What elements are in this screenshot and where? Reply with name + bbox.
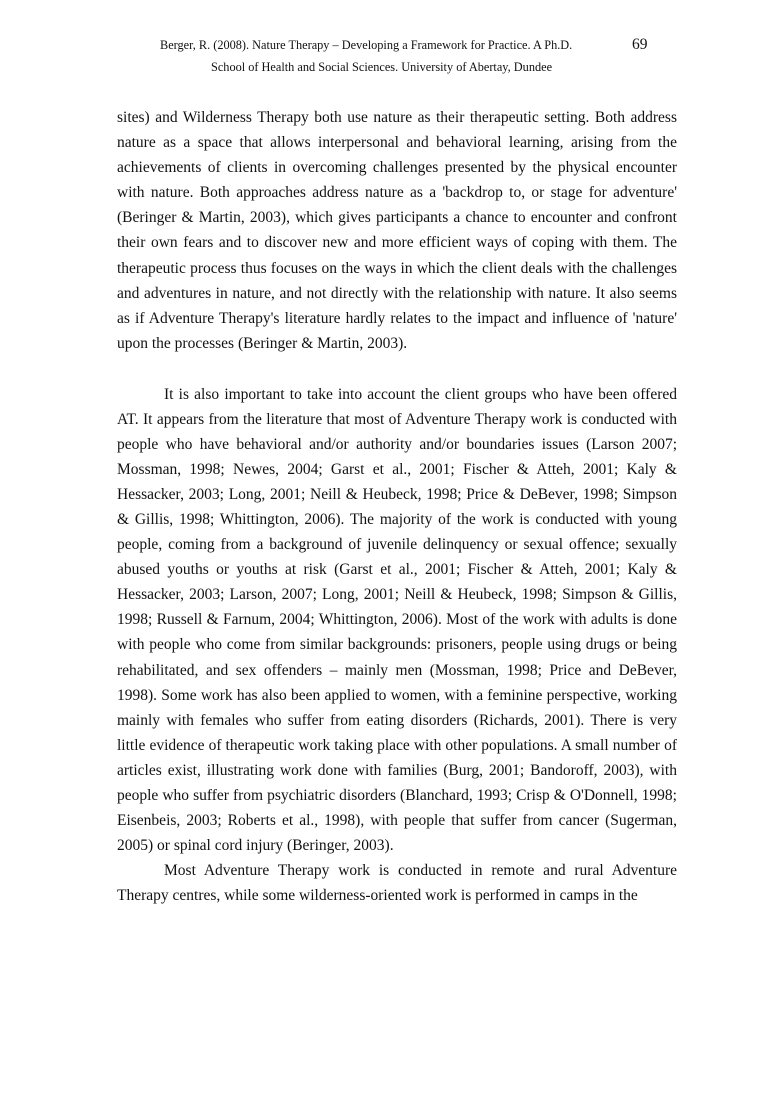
paragraph-settings: Most Adventure Therapy work is conducted in remote and rural Adventure Therapy centres, while some wilderness-oriented work is performed in camps in the bbox=[117, 862, 677, 905]
header-citation-line: Berger, R. (2008). Nature Therapy – Developing a Framework for Practice. A Ph.D. bbox=[160, 38, 573, 52]
paragraph-gap bbox=[117, 356, 677, 382]
paragraph-client-groups: It is also important to take into account the client groups who have been offered AT. It appears from the literature that most of Adventure Therapy work is conducted with people who have behavioral and/or authority and/or boundaries issues (Larson 2007; Mossman, 1998; Newes, 2004; Garst et al., 2001; Fischer & Atteh, 2001; Kaly & Hessacker, 2003; Long, 2001; Neill & Heubeck, 1998; Price & DeBever, 1998; Simpson & Gillis, 1998; Whittington, 2006). The majority of the work is conducted with young people, coming from a background of juvenile delinquency or sexual offence; sexually abused youths or youths at risk (Garst et al., 2001; Fischer & Atteh, 2001; Kaly & Hessacker, 2003; Larson, 2007; Long, 2001; Neill & Heubeck, 1998; Simpson & Gillis, 1998; Russell & Farnum, 2004; Whittington, 2006). Most of the work with adults is done with people who come from similar backgrounds: prisoners, people using drugs or being rehabilitated, and sex offenders – mainly men (Mossman, 1998; Price and DeBever, 1998). Some work has also been applied to women, with a feminine perspective, working mainly with females who suffer from eating disorders (Richards, 2001). There is very little evidence of therapeutic work taking place with other populations. A small number of articles exist, illustrating work done with families (Burg, 2001; Bandoroff, 2003), with people who suffer from psychiatric disorders (Blanchard, 1993; Crisp & O'Donnell, 1998; Eisenbeis, 2003; Roberts et al., 1998), with people that suffer from cancer (Sugerman, 2005) or spinal cord injury (Beringer, 2003). bbox=[117, 385, 677, 855]
body-text bbox=[117, 105, 677, 909]
paragraph-continued: sites) and Wilderness Therapy both use nature as their therapeutic setting. Both address nature as a space that allows interpersonal and behavioral learning, arising from the achievements of clients in overcoming challenges presented by the physical encounter with nature. Both approaches address nature as a 'backdrop to, or stage for adventure' (Beringer & Martin, 2003), which gives participants a chance to encounter and confront their own fears and to discover new and more efficient ways of coping with them. The therapeutic process thus focuses on the ways in which the client deals with the challenges and adventures in nature, and not directly with the relationship with nature. It also seems as if Adventure Therapy's literature hardly relates to the impact and influence of 'nature' upon the processes (Beringer & Martin, 2003). bbox=[117, 109, 677, 352]
header-institution-line: School of Health and Social Sciences. University of Abertay, Dundee bbox=[211, 60, 553, 74]
page-number: 69 bbox=[632, 36, 648, 53]
